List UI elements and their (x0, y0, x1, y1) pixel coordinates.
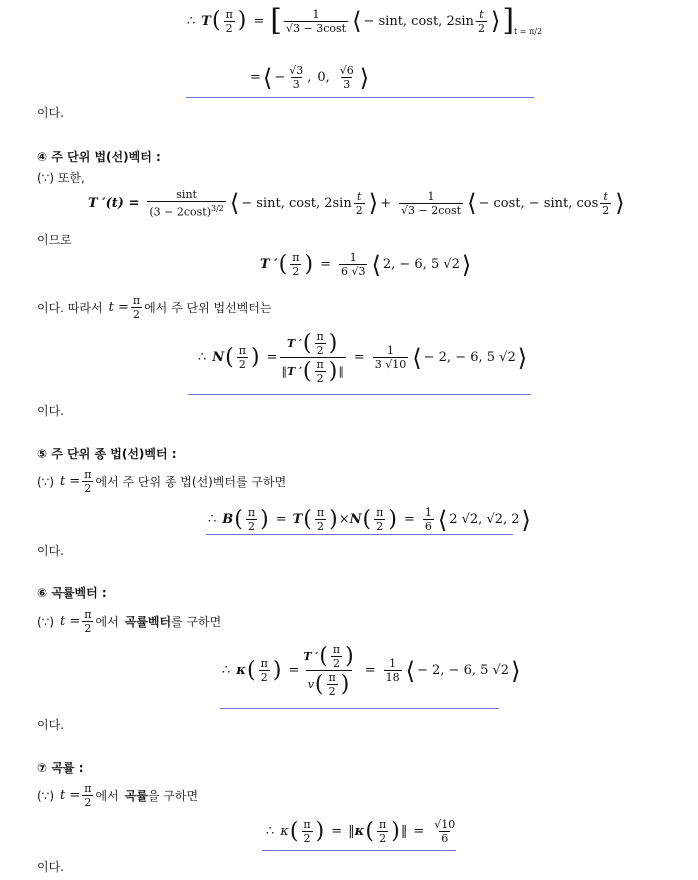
eq-curvature-vector: ∴ κ ( $\frac{\pi}{2}$ ) = T ′ ( $\frac{\pi}{2}$ ) v ( $\frac{\pi}{2}$ ) = $\frac{1}{18}$ ⟨ − 2, − 6, 5 √2 ⟩ (222, 643, 521, 698)
eq-unit-tangent: ∴ T ( $\frac{\pi}{2}$ ) = [ $\frac{1}{√3 - 3\cos t}$ ⟨ − sint, cost, 2sin $\frac{t}{2}$ ⟩ ] t = π/2 (187, 3, 543, 38)
text-ida-1: 이다. (37, 106, 64, 120)
line-curvature-vector-intro: (∵) t = $\frac{\pi}{2}$ 에서 곡률벡터 를 구하면 (37, 608, 222, 635)
fraction-1-over-sqrt: $\frac{1}{√3 - 3\cos t}$ (286, 7, 347, 35)
line-binormal-intro: (∵) t = $\frac{\pi}{2}$ 에서 주 단위 종 법(선)벡터를 구하면 (37, 468, 287, 495)
underline-3 (206, 534, 513, 535)
underline-2 (188, 394, 531, 395)
eq-unit-tangent-result: = ⟨ − $\frac{√3}{3}$ , 0, $\frac{√6}{3}$ ⟩ (250, 63, 370, 92)
eq-T-prime: T ′(t) = $\frac{\sin t}{(3 - 2\cos t)^{3/2}}$ ⟨ − sint, cost, 2sin $\frac{t}{2}$ ⟩ + $\frac{1}{√3 - 2\cos t}$ ⟨ − cost, − sint, cos $\frac{t}{2}$ ⟩ (88, 188, 625, 219)
line-curvature-intro: (∵) t = $\frac{\pi}{2}$ 에서 곡률 을 구하면 (37, 782, 199, 809)
eq-T-prime-at-pi2: T ′ ( $\frac{\pi}{2}$ ) = $\frac{1}{6 √3}$ ⟨ 2, − 6, 5 √2 ⟩ (260, 250, 472, 279)
text-ida-3: 이다. (37, 544, 64, 558)
eq-unit-normal: ∴ N ( $\frac{\pi}{2}$ ) = T ′ ( $\frac{\pi}{2}$ ) ‖ T ′ ( $\frac{\pi}{2}$ ) ‖ = $\frac{1}{3 √10}$ ⟨ − 2, − 6, 5 √2 ⟩ (198, 330, 528, 385)
underline-1 (186, 97, 534, 98)
line-ttarase: 이다. 따라서 t = $\frac{\pi}{2}$ 에서 주 단위 법선벡터는 (37, 294, 272, 321)
eq-curvature: ∴ κ ( $\frac{\pi}{2}$ ) = ‖ κ ( $\frac{\pi}{2}$ ) ‖ = $\frac{√10}{6}$ (266, 818, 456, 845)
text-ida-4: 이다. (37, 718, 64, 732)
text-ida-5: 이다. (37, 860, 64, 874)
eq-binormal: ∴ B ( $\frac{\pi}{2}$ ) = T ( $\frac{\pi}{2}$ ) × N ( $\frac{\pi}{2}$ ) = $\frac{1}{6}$ ⟨ 2 √2, √2, 2 ⟩ (208, 505, 531, 534)
heading-unit-normal: ④ 주 단위 법(선)벡터 : (37, 150, 161, 164)
text-ttohan: (∵) 또한, (37, 171, 85, 185)
text-ida-2: 이다. (37, 404, 64, 418)
heading-unit-binormal: ⑤ 주 단위 종 법(선)벡터 : (37, 447, 177, 461)
therefore-symbol: ∴ (187, 13, 196, 29)
heading-curvature-vector: ⑥ 곡률벡터 : (37, 586, 107, 600)
text-imeuro: 이므로 (37, 233, 72, 247)
underline-4 (220, 708, 499, 709)
underline-5 (262, 850, 456, 851)
T-symbol: T (201, 13, 211, 29)
heading-curvature: ⑦ 곡률 : (37, 761, 84, 775)
vector-T-components: − sint, cost, 2sin (363, 13, 474, 29)
pi-over-2: $\frac{\pi}{2}$ (225, 7, 233, 35)
